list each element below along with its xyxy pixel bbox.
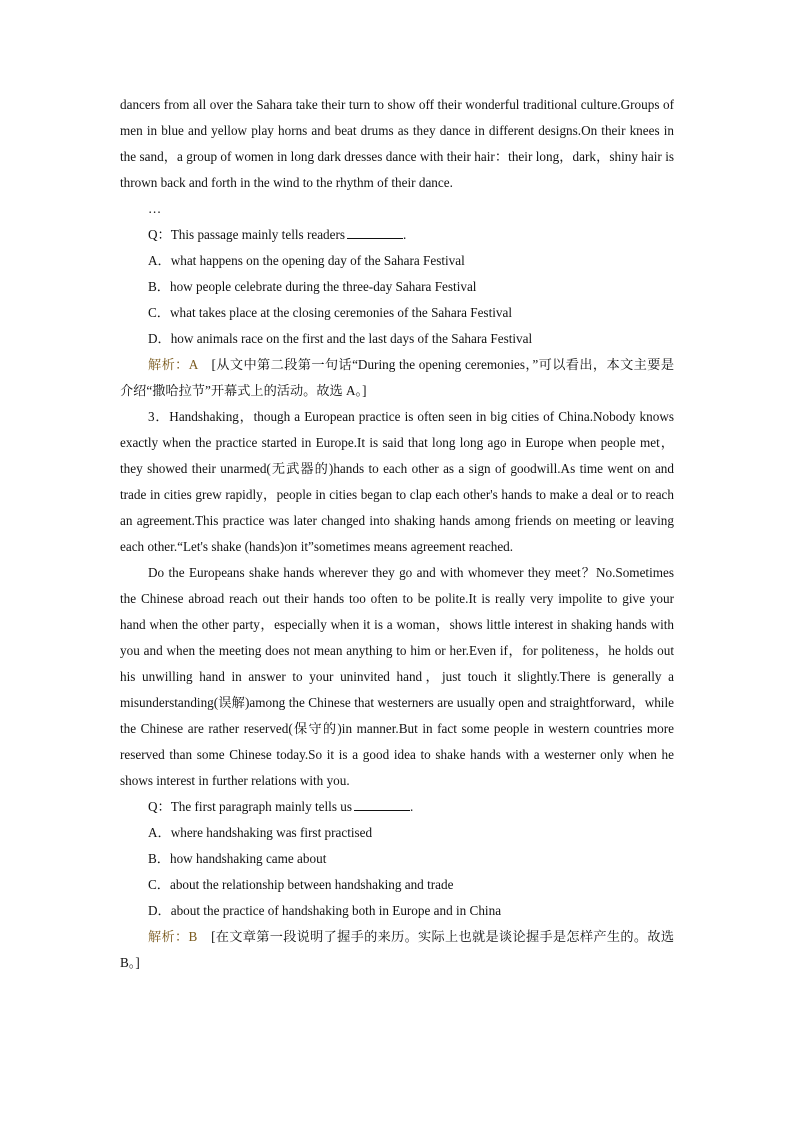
answer-explanation-2 xyxy=(120,352,674,404)
option-b: B．how people celebrate during the three-day Sahara Festival xyxy=(148,279,477,294)
question-2-suffix: . xyxy=(403,227,407,242)
answer-label: 解析：B xyxy=(148,929,198,944)
passage-3-para-2: Do the Europeans shake hands wherever they go and with whomever they meet？No.Sometimes the Chinese abroad reach out their hands too often to be polite.It is really very impolite to give your hand when the other party，especially when it is a woman，shows little interest in shaking hands with you and when the meeting does not mean anything to him or her.Even if，for politeness，he holds out his unwilling hand in answer to your uninvited hand，just touch it slightly.There is generally a misunderstanding(误解)among the Chinese that westerners are usually open and straightforward，while the Chinese are rather reserved(保守的)in manner.But in fact some people in western countries more reserved than some Chinese today.So it is a good idea to shake hands with a westerner only when he shows interest in further relations with you. xyxy=(120,565,674,788)
answer-text: [从文中第二段第一句话“During the opening ceremonies，”可以看出，本文主要是介绍“撒哈拉节”开幕式上的活动。故选 A。] xyxy=(120,357,675,398)
answer-text: [在文章第一段说明了握手的来历。实际上也就是谈论握手是怎样产生的。故选 B。] xyxy=(120,929,675,970)
option-a: A．what happens on the opening day of the Sahara Festival xyxy=(148,253,465,268)
option-b: B．how handshaking came about xyxy=(148,851,327,866)
option-a: A．where handshaking was first practised xyxy=(148,825,373,840)
passage-3-para-1: 3．Handshaking，though a European practice is often seen in big cities of China.Nobody knows exactly when the practice started in Europe.It is said that long long ago in Europe when people met，they showed their unarmed(无武器的)hands to each other as a sign of goodwill.As time went on and trade in cities grew rapidly，people in cities began to clap each other's hands to make a deal or to reach an agreement.This practice was later changed into shaking hands among friends on meeting or leaving each other.“Let's shake (hands)on it”sometimes means agreement reached. xyxy=(120,409,674,554)
answer-explanation-3 xyxy=(120,924,674,976)
ellipsis: … xyxy=(148,201,162,216)
answer-label: 解析：A xyxy=(148,357,198,372)
option-d: D．about the practice of handshaking both in Europe and in China xyxy=(148,903,502,918)
document-page xyxy=(120,92,674,976)
question-3-suffix: . xyxy=(410,799,414,814)
question-3-text: Q：The first paragraph mainly tells us xyxy=(148,799,352,814)
question-2 xyxy=(148,222,674,248)
question-3 xyxy=(148,794,674,820)
answer-blank xyxy=(354,797,410,811)
question-2-text: Q：This passage mainly tells readers xyxy=(148,227,346,242)
answer-blank xyxy=(347,225,403,239)
passage-2-text: dancers from all over the Sahara take their turn to show off their wonderful traditional culture.Groups of men in blue and yellow play horns and beat drums as they dance in different designs.On their knees in the sand，a group of women in long dark dresses dance with their hair：their long，dark，shiny hair is thrown back and forth in the wind to the rhythm of their dance. xyxy=(120,97,674,190)
option-c: C．about the relationship between handshaking and trade xyxy=(148,877,454,892)
option-c: C．what takes place at the closing ceremonies of the Sahara Festival xyxy=(148,305,513,320)
option-d: D．how animals race on the first and the last days of the Sahara Festival xyxy=(148,331,533,346)
